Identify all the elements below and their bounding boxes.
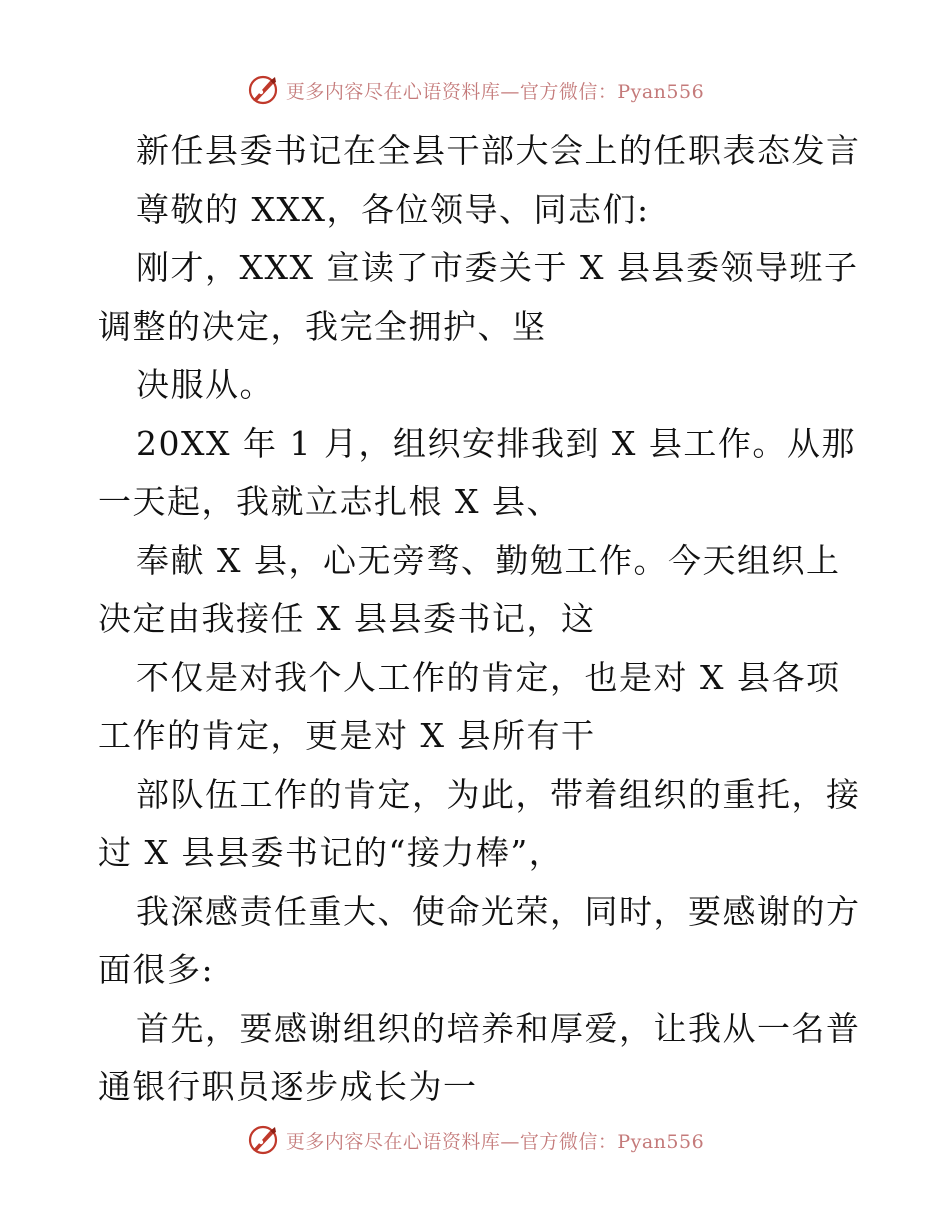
salutation: 尊敬的 XXX，各位领导、同志们: bbox=[136, 189, 650, 229]
body-line: 通银行职员逐步成长为一 bbox=[98, 1067, 478, 1106]
header-watermark bbox=[0, 70, 950, 110]
body-line: 奉献 X 县，心无旁骛、勤勉工作。今天组织上 bbox=[136, 540, 841, 580]
body-line: 我深感责任重大、使命光荣，同时，要感谢的方 bbox=[136, 891, 861, 931]
body-line: 不仅是对我个人工作的肯定，也是对 X 县各项 bbox=[136, 657, 841, 697]
body-line: 调整的决定，我完全拥护、坚 bbox=[98, 306, 547, 346]
body-line: 过 X 县县委书记的“接力棒”， bbox=[98, 833, 564, 872]
body-line: 部队伍工作的肯定，为此，带着组织的重托，接 bbox=[136, 774, 861, 814]
watermark-text: 更多内容尽在心语资料库—官方微信：Pyan556 bbox=[285, 1130, 705, 1153]
body-line: 刚才，XXX 宣读了市委关于 X 县县委领导班子 bbox=[136, 248, 859, 287]
body-line: 20XX 年 1 月，组织安排我到 X 县工作。从那 bbox=[136, 423, 856, 463]
quill-pen-badge-icon bbox=[246, 1123, 280, 1157]
body-line: 决定由我接任 X 县县委书记，这 bbox=[98, 599, 596, 638]
document-title: 新任县委书记在全县干部大会上的任职表态发言 bbox=[136, 131, 861, 170]
body-line: 工作的肯定，更是对 X 县所有干 bbox=[98, 716, 596, 755]
watermark-text: 更多内容尽在心语资料库—官方微信：Pyan556 bbox=[285, 80, 705, 103]
quill-pen-badge-icon bbox=[246, 73, 280, 107]
body-line: 首先，要感谢组织的培养和厚爱，让我从一名普 bbox=[136, 1008, 861, 1048]
body-line: 面很多: bbox=[98, 950, 215, 989]
footer-watermark bbox=[0, 1120, 950, 1160]
body-line: 一天起，我就立志扎根 X 县、 bbox=[98, 482, 561, 521]
document-body bbox=[98, 122, 861, 1117]
body-line: 决服从。 bbox=[136, 365, 274, 404]
